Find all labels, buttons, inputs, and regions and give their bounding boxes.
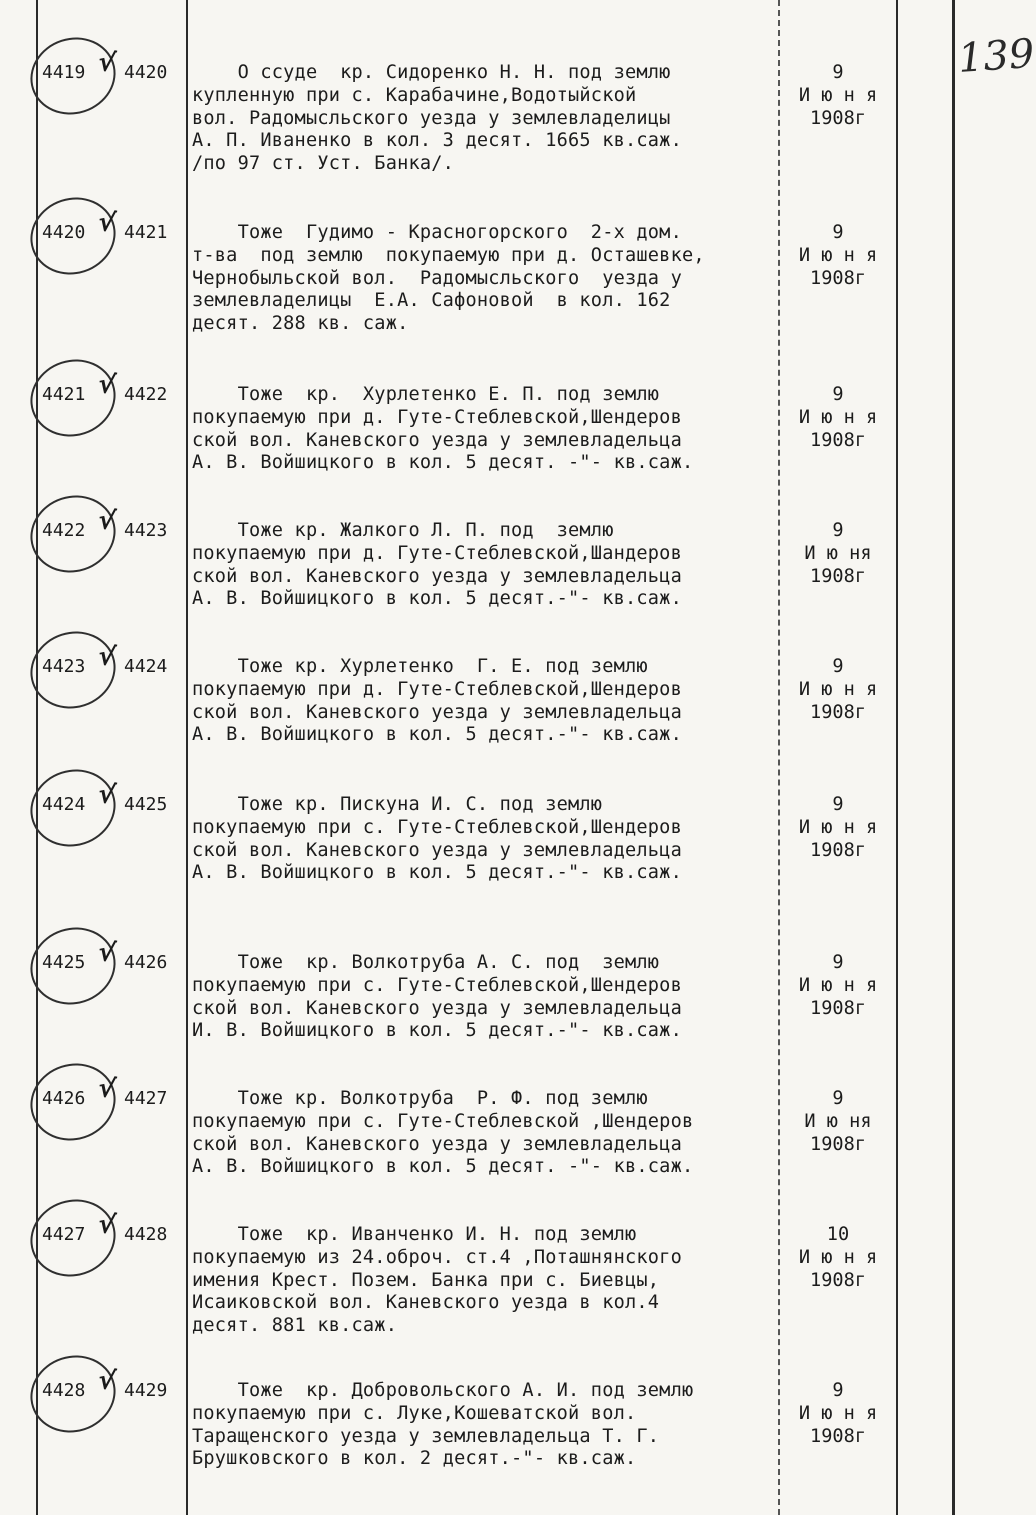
old-entry-number: 4428 xyxy=(42,1380,86,1401)
date-month: И ю н я xyxy=(798,678,878,700)
old-entry-number: 4420 xyxy=(42,222,86,243)
sheet-number: 139 xyxy=(956,30,1036,83)
date-day: 9 xyxy=(832,656,844,677)
old-entry-number: 4425 xyxy=(42,952,86,973)
entry-date xyxy=(782,384,894,452)
date-day: 9 xyxy=(832,62,844,83)
entry-text: Тоже Гудимо - Красногорского 2-х дом. т-ва под землю покупаемую при д. Осташевке, Чернобыльской вол. Радомысльского уезда у землевладелицы Е.А. Сафоновой в кол. 162 десят. 288 кв. саж. xyxy=(192,222,705,335)
date-day: 9 xyxy=(832,1088,844,1109)
entry-date xyxy=(782,62,894,130)
entry-number: 4425 xyxy=(124,794,168,815)
entry-date xyxy=(782,952,894,1020)
entry-number: 4428 xyxy=(124,1224,168,1245)
date-day: 10 xyxy=(826,1224,850,1245)
old-entry-number: 4426 xyxy=(42,1088,86,1109)
checkmark-icon: √ xyxy=(95,1364,118,1398)
entry-text: Тоже кр. Волкотруба Р. Ф. под землю покупаемую при с. Гуте-Стеблевской ,Шендеров ской вол. Каневского уезда у землевладельца А. В. Войшицкого в кол. 5 десят. -"- кв.саж. xyxy=(192,1088,694,1178)
date-month: И ю н я xyxy=(798,816,878,838)
checkmark-icon: √ xyxy=(95,504,118,538)
entry-text: Тоже кр. Иванченко И. Н. под землю покупаемую из 24.оброч. ст.4 ,Поташнянского имения Крест. Позем. Банка при с. Биевцы, Исаиковской вол. Каневского уезда в кол.4 десят. 881 кв.саж. xyxy=(192,1224,682,1337)
entry-text: Тоже кр. Пискуна И. С. под землю покупаемую при с. Гуте-Стеблевской,Шендеров ской вол. Каневского уезда у землевладельца А. В. Войшицкого в кол. 5 десят.-"- кв.саж. xyxy=(192,794,682,884)
date-month: И ю н я xyxy=(798,1402,878,1424)
date-year: 1908г xyxy=(810,997,866,1019)
date-day: 9 xyxy=(832,1380,844,1401)
date-month: И ю н я xyxy=(798,84,878,106)
entry-number: 4426 xyxy=(124,952,168,973)
date-year: 1908г xyxy=(810,701,866,723)
date-day: 9 xyxy=(832,520,844,541)
entry-text: О ссуде кр. Сидоренко Н. Н. под землю купленную при с. Карабачине,Водотыйской вол. Радомысльского уезда у землевладелицы А. П. Иваненко в кол. 3 десят. 1665 кв.саж. /по 97 ст. Уст. Банка/. xyxy=(192,62,682,175)
entry-date xyxy=(782,1380,894,1448)
entry-text: Тоже кр. Хурлетенко Г. Е. под землю покупаемую при д. Гуте-Стеблевской,Шендеров ской вол. Каневского уезда у землевладельца А. В. Войшицкого в кол. 5 десят.-"- кв.саж. xyxy=(192,656,682,746)
date-year: 1908г xyxy=(810,1269,866,1291)
entry-date xyxy=(782,520,894,588)
checkmark-icon: √ xyxy=(95,206,118,240)
checkmark-icon: √ xyxy=(95,46,118,80)
date-month: И ю н я xyxy=(798,974,878,996)
date-year: 1908г xyxy=(810,267,866,289)
old-entry-number: 4423 xyxy=(42,656,86,677)
entry-date xyxy=(782,794,894,862)
entry-number: 4423 xyxy=(124,520,168,541)
checkmark-icon: √ xyxy=(95,936,118,970)
date-year: 1908г xyxy=(810,1133,866,1155)
entry-number: 4427 xyxy=(124,1088,168,1109)
old-entry-number: 4427 xyxy=(42,1224,86,1245)
date-month: И ю ня xyxy=(804,542,872,564)
entry-date xyxy=(782,1224,894,1292)
date-year: 1908г xyxy=(810,429,866,451)
entry-date xyxy=(782,1088,894,1156)
entry-number: 4424 xyxy=(124,656,168,677)
old-entry-number: 4419 xyxy=(42,62,86,83)
date-year: 1908г xyxy=(810,1425,866,1447)
checkmark-icon: √ xyxy=(95,778,118,812)
number-column-rule xyxy=(186,0,188,1515)
checkmark-icon: √ xyxy=(95,1072,118,1106)
entry-date xyxy=(782,222,894,290)
entry-text: Тоже кр. Жалкого Л. П. под землю покупаемую при д. Гуте-Стеблевской,Шандеров ской вол. Каневского уезда у землевладельца А. В. Войшицкого в кол. 5 десят.-"- кв.саж. xyxy=(192,520,682,610)
date-day: 9 xyxy=(832,384,844,405)
date-month: И ю н я xyxy=(798,1246,878,1268)
entry-text: Тоже кр. Волкотруба А. С. под землю покупаемую при с. Гуте-Стеблевской,Шендеров ской вол. Каневского уезда у землевладельца И. В. Войшицкого в кол. 5 десят.-"- кв.саж. xyxy=(192,952,682,1042)
date-month: И ю ня xyxy=(804,1110,872,1132)
date-column-rule xyxy=(896,0,898,1515)
checkmark-icon: √ xyxy=(95,368,118,402)
right-margin-rule xyxy=(952,0,955,1515)
entry-number: 4421 xyxy=(124,222,168,243)
entry-date xyxy=(782,656,894,724)
date-month: И ю н я xyxy=(798,244,878,266)
date-year: 1908г xyxy=(810,839,866,861)
date-year: 1908г xyxy=(810,107,866,129)
old-entry-number: 4424 xyxy=(42,794,86,815)
checkmark-icon: √ xyxy=(95,1208,118,1242)
date-day: 9 xyxy=(832,794,844,815)
entry-number: 4420 xyxy=(124,62,168,83)
checkmark-icon: √ xyxy=(95,640,118,674)
entry-text: Тоже кр. Добровольского А. И. под землю покупаемую при с. Луке,Кошеватской вол. Таращенского уезда у землевладельца Т. Г. Брушковского в кол. 2 десят.-"- кв.саж. xyxy=(192,1380,694,1470)
old-entry-number: 4421 xyxy=(42,384,86,405)
date-day: 9 xyxy=(832,222,844,243)
date-day: 9 xyxy=(832,952,844,973)
old-entry-number: 4422 xyxy=(42,520,86,541)
entry-text: Тоже кр. Хурлетенко Е. П. под землю покупаемую при д. Гуте-Стеблевской,Шендеров ской вол. Каневского уезда у землевладельца А. В. Войшицкого в кол. 5 десят. -"- кв.саж. xyxy=(192,384,694,474)
entry-number: 4429 xyxy=(124,1380,168,1401)
date-year: 1908г xyxy=(810,565,866,587)
date-month: И ю н я xyxy=(798,406,878,428)
entry-number: 4422 xyxy=(124,384,168,405)
